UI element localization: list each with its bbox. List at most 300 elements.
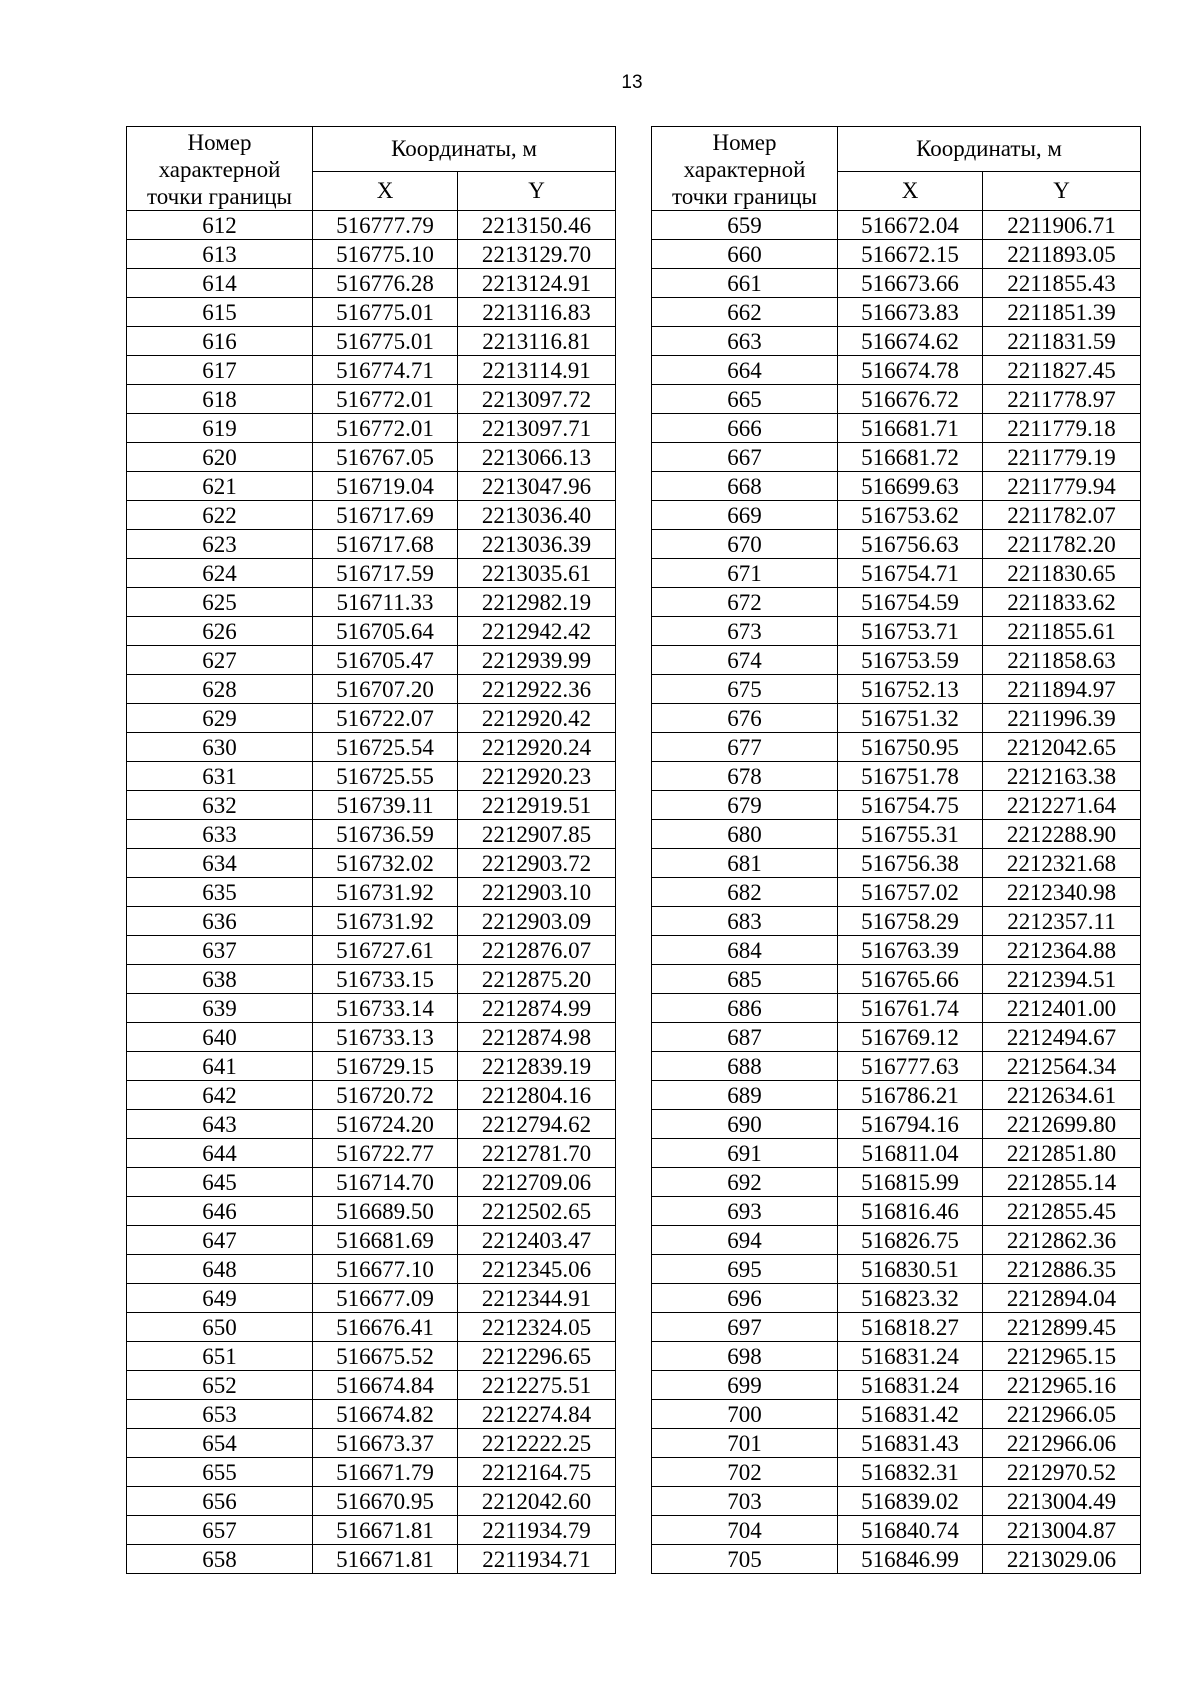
y-coordinate-cell: 2213029.06 — [983, 1545, 1141, 1574]
y-coordinate-cell: 2212401.00 — [983, 994, 1141, 1023]
x-coordinate-cell: 516705.64 — [313, 617, 458, 646]
y-coordinate-cell: 2212874.98 — [458, 1023, 616, 1052]
point-number-cell: 651 — [127, 1342, 313, 1371]
point-number-cell: 693 — [652, 1197, 838, 1226]
y-coordinate-cell: 2212275.51 — [458, 1371, 616, 1400]
point-number-cell: 679 — [652, 791, 838, 820]
x-coordinate-cell: 516673.66 — [838, 269, 983, 298]
x-coordinate-cell: 516717.68 — [313, 530, 458, 559]
point-number-cell: 640 — [127, 1023, 313, 1052]
table-row — [652, 327, 1141, 356]
table-row — [127, 733, 616, 762]
table-row — [127, 588, 616, 617]
point-number-cell: 629 — [127, 704, 313, 733]
table-row — [652, 1313, 1141, 1342]
table-row — [127, 704, 616, 733]
x-coordinate-cell: 516672.15 — [838, 240, 983, 269]
x-coordinate-cell: 516750.95 — [838, 733, 983, 762]
point-number-cell: 677 — [652, 733, 838, 762]
x-coordinate-cell: 516670.95 — [313, 1487, 458, 1516]
point-number-cell: 641 — [127, 1052, 313, 1081]
x-coordinate-cell: 516786.21 — [838, 1081, 983, 1110]
x-coordinate-cell: 516719.04 — [313, 472, 458, 501]
table-row — [652, 472, 1141, 501]
y-coordinate-cell: 2211855.43 — [983, 269, 1141, 298]
table-row — [127, 617, 616, 646]
x-header: X — [838, 172, 983, 211]
y-coordinate-cell: 2211778.97 — [983, 385, 1141, 414]
table-row — [127, 1400, 616, 1429]
y-coordinate-cell: 2212851.80 — [983, 1139, 1141, 1168]
x-coordinate-cell: 516826.75 — [838, 1226, 983, 1255]
x-coordinate-cell: 516775.01 — [313, 298, 458, 327]
y-coordinate-cell: 2212699.80 — [983, 1110, 1141, 1139]
table-row — [652, 385, 1141, 414]
point-number-cell: 686 — [652, 994, 838, 1023]
y-coordinate-cell: 2211858.63 — [983, 646, 1141, 675]
point-number-cell: 615 — [127, 298, 313, 327]
point-number-cell: 626 — [127, 617, 313, 646]
y-coordinate-cell: 2212939.99 — [458, 646, 616, 675]
x-coordinate-cell: 516731.92 — [313, 878, 458, 907]
point-number-header — [652, 127, 838, 211]
y-coordinate-cell: 2211894.97 — [983, 675, 1141, 704]
point-number-cell: 661 — [652, 269, 838, 298]
x-coordinate-cell: 516717.59 — [313, 559, 458, 588]
table-row — [652, 356, 1141, 385]
x-coordinate-cell: 516755.31 — [838, 820, 983, 849]
y-coordinate-cell: 2212919.51 — [458, 791, 616, 820]
table-row — [652, 1081, 1141, 1110]
x-coordinate-cell: 516815.99 — [838, 1168, 983, 1197]
point-number-cell: 622 — [127, 501, 313, 530]
x-coordinate-cell: 516733.13 — [313, 1023, 458, 1052]
table-row — [652, 1545, 1141, 1574]
table-row — [127, 298, 616, 327]
point-number-cell: 642 — [127, 1081, 313, 1110]
point-number-cell: 701 — [652, 1429, 838, 1458]
y-coordinate-cell: 2212288.90 — [983, 820, 1141, 849]
table-row — [127, 820, 616, 849]
x-coordinate-cell: 516839.02 — [838, 1487, 983, 1516]
y-coordinate-cell: 2211782.20 — [983, 530, 1141, 559]
table-row — [652, 501, 1141, 530]
y-coordinate-cell: 2212274.84 — [458, 1400, 616, 1429]
table-row — [127, 1081, 616, 1110]
point-number-cell: 664 — [652, 356, 838, 385]
y-coordinate-cell: 2211851.39 — [983, 298, 1141, 327]
y-coordinate-cell: 2213036.39 — [458, 530, 616, 559]
x-coordinate-cell: 516732.02 — [313, 849, 458, 878]
table-row — [652, 1052, 1141, 1081]
point-number-cell: 633 — [127, 820, 313, 849]
x-coordinate-cell: 516720.72 — [313, 1081, 458, 1110]
x-coordinate-cell: 516681.69 — [313, 1226, 458, 1255]
table-row — [127, 1313, 616, 1342]
point-number-cell: 694 — [652, 1226, 838, 1255]
point-number-cell: 666 — [652, 414, 838, 443]
y-coordinate-cell: 2213116.83 — [458, 298, 616, 327]
table-row — [127, 1342, 616, 1371]
point-number-cell: 617 — [127, 356, 313, 385]
point-number-cell: 638 — [127, 965, 313, 994]
y-coordinate-cell: 2212781.70 — [458, 1139, 616, 1168]
y-coordinate-cell: 2212271.64 — [983, 791, 1141, 820]
point-number-cell: 670 — [652, 530, 838, 559]
x-header: X — [313, 172, 458, 211]
point-number-header-line-2: характерной — [683, 157, 806, 182]
point-number-cell: 655 — [127, 1458, 313, 1487]
point-number-cell: 639 — [127, 994, 313, 1023]
y-coordinate-cell: 2213150.46 — [458, 211, 616, 240]
y-coordinate-cell: 2212344.91 — [458, 1284, 616, 1313]
x-coordinate-cell: 516736.59 — [313, 820, 458, 849]
x-coordinate-cell: 516672.04 — [838, 211, 983, 240]
table-row — [652, 240, 1141, 269]
x-coordinate-cell: 516757.02 — [838, 878, 983, 907]
point-number-cell: 695 — [652, 1255, 838, 1284]
x-coordinate-cell: 516673.37 — [313, 1429, 458, 1458]
table-row — [652, 1023, 1141, 1052]
y-coordinate-cell: 2212394.51 — [983, 965, 1141, 994]
y-coordinate-cell: 2211782.07 — [983, 501, 1141, 530]
y-coordinate-cell: 2212903.72 — [458, 849, 616, 878]
table-row — [127, 791, 616, 820]
point-number-cell: 705 — [652, 1545, 838, 1574]
x-coordinate-cell: 516811.04 — [838, 1139, 983, 1168]
y-coordinate-cell: 2212222.25 — [458, 1429, 616, 1458]
point-number-cell: 646 — [127, 1197, 313, 1226]
y-coordinate-cell: 2211934.79 — [458, 1516, 616, 1545]
point-number-cell: 669 — [652, 501, 838, 530]
y-coordinate-cell: 2212855.45 — [983, 1197, 1141, 1226]
x-coordinate-cell: 516677.10 — [313, 1255, 458, 1284]
x-coordinate-cell: 516674.82 — [313, 1400, 458, 1429]
point-number-cell: 674 — [652, 646, 838, 675]
table-row — [652, 791, 1141, 820]
table-row — [652, 907, 1141, 936]
x-coordinate-cell: 516725.55 — [313, 762, 458, 791]
table-row — [127, 1284, 616, 1313]
x-coordinate-cell: 516777.79 — [313, 211, 458, 240]
x-coordinate-cell: 516767.05 — [313, 443, 458, 472]
y-header: Y — [983, 172, 1141, 211]
point-number-cell: 702 — [652, 1458, 838, 1487]
point-number-cell: 624 — [127, 559, 313, 588]
y-coordinate-cell: 2212502.65 — [458, 1197, 616, 1226]
x-coordinate-cell: 516671.81 — [313, 1516, 458, 1545]
table-row — [652, 994, 1141, 1023]
y-coordinate-cell: 2213004.49 — [983, 1487, 1141, 1516]
y-coordinate-cell: 2212874.99 — [458, 994, 616, 1023]
table-row — [652, 617, 1141, 646]
table-row — [652, 1168, 1141, 1197]
y-coordinate-cell: 2212894.04 — [983, 1284, 1141, 1313]
y-coordinate-cell: 2211833.62 — [983, 588, 1141, 617]
y-coordinate-cell: 2212966.06 — [983, 1429, 1141, 1458]
table-row — [127, 1023, 616, 1052]
x-coordinate-cell: 516772.01 — [313, 414, 458, 443]
x-coordinate-cell: 516754.71 — [838, 559, 983, 588]
point-number-cell: 684 — [652, 936, 838, 965]
point-number-cell: 625 — [127, 588, 313, 617]
y-coordinate-cell: 2211996.39 — [983, 704, 1141, 733]
y-coordinate-cell: 2211893.05 — [983, 240, 1141, 269]
y-coordinate-cell: 2213116.81 — [458, 327, 616, 356]
y-coordinate-cell: 2212164.75 — [458, 1458, 616, 1487]
point-number-cell: 647 — [127, 1226, 313, 1255]
table-row — [127, 1371, 616, 1400]
point-number-cell: 683 — [652, 907, 838, 936]
y-coordinate-cell: 2212965.15 — [983, 1342, 1141, 1371]
point-number-cell: 636 — [127, 907, 313, 936]
x-coordinate-cell: 516677.09 — [313, 1284, 458, 1313]
point-number-cell: 687 — [652, 1023, 838, 1052]
table-row — [652, 733, 1141, 762]
y-coordinate-cell: 2212920.23 — [458, 762, 616, 791]
x-coordinate-cell: 516775.01 — [313, 327, 458, 356]
x-coordinate-cell: 516676.72 — [838, 385, 983, 414]
x-coordinate-cell: 516699.63 — [838, 472, 983, 501]
point-number-cell: 688 — [652, 1052, 838, 1081]
y-coordinate-cell: 2212862.36 — [983, 1226, 1141, 1255]
table-row — [652, 1400, 1141, 1429]
table-row — [127, 1052, 616, 1081]
y-coordinate-cell: 2212403.47 — [458, 1226, 616, 1255]
point-number-cell: 631 — [127, 762, 313, 791]
y-coordinate-cell: 2212965.16 — [983, 1371, 1141, 1400]
point-number-header-line-2: характерной — [158, 157, 281, 182]
point-number-cell: 656 — [127, 1487, 313, 1516]
x-coordinate-cell: 516711.33 — [313, 588, 458, 617]
point-number-header-line-1: Номер — [712, 130, 777, 155]
table-row — [127, 356, 616, 385]
y-coordinate-cell: 2213036.40 — [458, 501, 616, 530]
x-coordinate-cell: 516831.24 — [838, 1342, 983, 1371]
point-number-cell: 671 — [652, 559, 838, 588]
y-coordinate-cell: 2212920.24 — [458, 733, 616, 762]
x-coordinate-cell: 516674.62 — [838, 327, 983, 356]
table-row — [652, 1284, 1141, 1313]
x-coordinate-cell: 516840.74 — [838, 1516, 983, 1545]
point-number-cell: 653 — [127, 1400, 313, 1429]
table-row — [127, 501, 616, 530]
y-coordinate-cell: 2212340.98 — [983, 878, 1141, 907]
table-row — [127, 936, 616, 965]
table-row — [127, 849, 616, 878]
point-number-cell: 643 — [127, 1110, 313, 1139]
y-coordinate-cell: 2211831.59 — [983, 327, 1141, 356]
x-coordinate-cell: 516733.14 — [313, 994, 458, 1023]
y-coordinate-cell: 2212634.61 — [983, 1081, 1141, 1110]
point-number-cell: 668 — [652, 472, 838, 501]
point-number-cell: 685 — [652, 965, 838, 994]
point-number-cell: 620 — [127, 443, 313, 472]
x-coordinate-cell: 516671.81 — [313, 1545, 458, 1574]
y-coordinate-cell: 2212042.60 — [458, 1487, 616, 1516]
y-coordinate-cell: 2212839.19 — [458, 1052, 616, 1081]
x-coordinate-cell: 516831.43 — [838, 1429, 983, 1458]
table-row — [127, 994, 616, 1023]
y-coordinate-cell: 2212321.68 — [983, 849, 1141, 878]
x-coordinate-cell: 516673.83 — [838, 298, 983, 327]
coordinates-header: Координаты, м — [313, 127, 616, 172]
point-number-cell: 691 — [652, 1139, 838, 1168]
table-row — [652, 1342, 1141, 1371]
y-coordinate-cell: 2211779.94 — [983, 472, 1141, 501]
point-number-cell: 667 — [652, 443, 838, 472]
y-coordinate-cell: 2211779.19 — [983, 443, 1141, 472]
point-number-cell: 614 — [127, 269, 313, 298]
y-coordinate-cell: 2212564.34 — [983, 1052, 1141, 1081]
x-coordinate-cell: 516777.63 — [838, 1052, 983, 1081]
x-coordinate-cell: 516763.39 — [838, 936, 983, 965]
table-row — [127, 675, 616, 704]
point-number-cell: 662 — [652, 298, 838, 327]
point-number-cell: 696 — [652, 1284, 838, 1313]
point-number-cell: 672 — [652, 588, 838, 617]
table-row — [127, 1197, 616, 1226]
x-coordinate-cell: 516846.99 — [838, 1545, 983, 1574]
x-coordinate-cell: 516832.31 — [838, 1458, 983, 1487]
x-coordinate-cell: 516671.79 — [313, 1458, 458, 1487]
coordinates-table-right — [651, 126, 1141, 1574]
y-coordinate-cell: 2213114.91 — [458, 356, 616, 385]
y-coordinate-cell: 2212794.62 — [458, 1110, 616, 1139]
point-number-cell: 675 — [652, 675, 838, 704]
point-number-cell: 665 — [652, 385, 838, 414]
point-number-cell: 649 — [127, 1284, 313, 1313]
y-coordinate-cell: 2211779.18 — [983, 414, 1141, 443]
x-coordinate-cell: 516674.84 — [313, 1371, 458, 1400]
point-number-cell: 619 — [127, 414, 313, 443]
table-row — [127, 1458, 616, 1487]
x-coordinate-cell: 516733.15 — [313, 965, 458, 994]
point-number-cell: 650 — [127, 1313, 313, 1342]
point-number-cell: 652 — [127, 1371, 313, 1400]
y-coordinate-cell: 2211934.71 — [458, 1545, 616, 1574]
point-number-cell: 657 — [127, 1516, 313, 1545]
x-coordinate-cell: 516676.41 — [313, 1313, 458, 1342]
x-coordinate-cell: 516761.74 — [838, 994, 983, 1023]
table-row — [652, 849, 1141, 878]
table-row — [652, 588, 1141, 617]
point-number-cell: 663 — [652, 327, 838, 356]
table-row — [127, 1226, 616, 1255]
table-row — [652, 878, 1141, 907]
y-coordinate-cell: 2213097.72 — [458, 385, 616, 414]
y-coordinate-cell: 2212296.65 — [458, 1342, 616, 1371]
table-row — [652, 1516, 1141, 1545]
point-number-cell: 678 — [652, 762, 838, 791]
table-row — [127, 1545, 616, 1574]
x-coordinate-cell: 516751.32 — [838, 704, 983, 733]
table-row — [652, 1458, 1141, 1487]
table-row — [652, 414, 1141, 443]
table-row — [652, 704, 1141, 733]
x-coordinate-cell: 516753.59 — [838, 646, 983, 675]
table-row — [127, 211, 616, 240]
y-coordinate-cell: 2211827.45 — [983, 356, 1141, 385]
table-row — [127, 965, 616, 994]
y-coordinate-cell: 2212357.11 — [983, 907, 1141, 936]
x-coordinate-cell: 516776.28 — [313, 269, 458, 298]
table-row — [652, 1255, 1141, 1284]
table-body-right — [652, 211, 1141, 1574]
table-row — [652, 1226, 1141, 1255]
table-row — [127, 1139, 616, 1168]
x-coordinate-cell: 516724.20 — [313, 1110, 458, 1139]
table-row — [652, 965, 1141, 994]
x-coordinate-cell: 516752.13 — [838, 675, 983, 704]
x-coordinate-cell: 516831.24 — [838, 1371, 983, 1400]
point-number-header-line-1: Номер — [187, 130, 252, 155]
x-coordinate-cell: 516772.01 — [313, 385, 458, 414]
table-row — [127, 327, 616, 356]
y-coordinate-cell: 2212942.42 — [458, 617, 616, 646]
x-coordinate-cell: 516756.38 — [838, 849, 983, 878]
table-row — [652, 936, 1141, 965]
x-coordinate-cell: 516717.69 — [313, 501, 458, 530]
table-row — [127, 1168, 616, 1197]
y-coordinate-cell: 2213004.87 — [983, 1516, 1141, 1545]
x-coordinate-cell: 516769.12 — [838, 1023, 983, 1052]
y-coordinate-cell: 2212970.52 — [983, 1458, 1141, 1487]
point-number-cell: 681 — [652, 849, 838, 878]
y-coordinate-cell: 2211906.71 — [983, 211, 1141, 240]
x-coordinate-cell: 516674.78 — [838, 356, 983, 385]
x-coordinate-cell: 516765.66 — [838, 965, 983, 994]
y-coordinate-cell: 2212876.07 — [458, 936, 616, 965]
y-coordinate-cell: 2212709.06 — [458, 1168, 616, 1197]
point-number-cell: 658 — [127, 1545, 313, 1574]
x-coordinate-cell: 516753.62 — [838, 501, 983, 530]
point-number-cell: 659 — [652, 211, 838, 240]
table-row — [127, 907, 616, 936]
table-row — [652, 1110, 1141, 1139]
x-coordinate-cell: 516774.71 — [313, 356, 458, 385]
x-coordinate-cell: 516689.50 — [313, 1197, 458, 1226]
point-number-cell: 689 — [652, 1081, 838, 1110]
table-row — [127, 1516, 616, 1545]
y-coordinate-cell: 2213124.91 — [458, 269, 616, 298]
coordinates-header: Координаты, м — [838, 127, 1141, 172]
y-coordinate-cell: 2212907.85 — [458, 820, 616, 849]
y-coordinate-cell: 2212042.65 — [983, 733, 1141, 762]
x-coordinate-cell: 516754.75 — [838, 791, 983, 820]
point-number-cell: 699 — [652, 1371, 838, 1400]
table-row — [127, 1429, 616, 1458]
table-row — [652, 1487, 1141, 1516]
x-coordinate-cell: 516823.32 — [838, 1284, 983, 1313]
table-row — [652, 1371, 1141, 1400]
point-number-header — [127, 127, 313, 211]
x-coordinate-cell: 516751.78 — [838, 762, 983, 791]
x-coordinate-cell: 516675.52 — [313, 1342, 458, 1371]
y-coordinate-cell: 2211830.65 — [983, 559, 1141, 588]
point-number-cell: 621 — [127, 472, 313, 501]
x-coordinate-cell: 516756.63 — [838, 530, 983, 559]
x-coordinate-cell: 516681.71 — [838, 414, 983, 443]
table-row — [652, 675, 1141, 704]
table-row — [127, 472, 616, 501]
table-row — [127, 385, 616, 414]
y-coordinate-cell: 2212886.35 — [983, 1255, 1141, 1284]
x-coordinate-cell: 516739.11 — [313, 791, 458, 820]
y-coordinate-cell: 2211855.61 — [983, 617, 1141, 646]
x-coordinate-cell: 516729.15 — [313, 1052, 458, 1081]
point-number-cell: 623 — [127, 530, 313, 559]
